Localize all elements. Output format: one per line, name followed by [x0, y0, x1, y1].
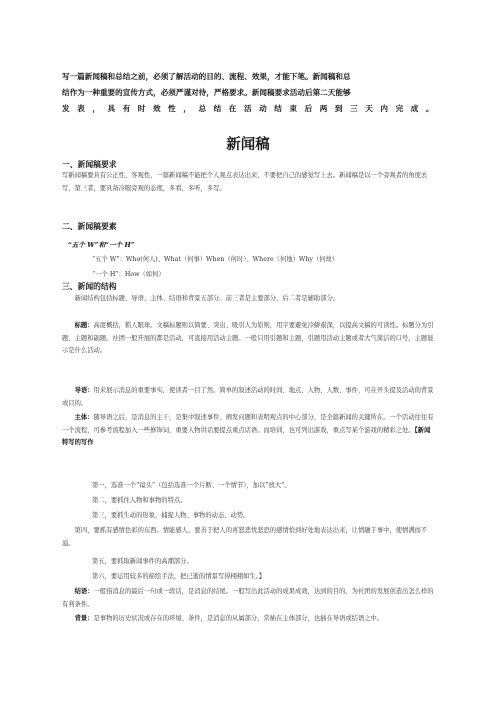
headline-label: 标题： — [74, 322, 94, 329]
lead-paragraph — [62, 385, 434, 410]
body-text: 随导语之后，是消息的主干，是集中叙述事件、阐发问题和表明观点的中心部分，是全篇新闻的关键所在。一个活动往往有一个流程，可参考流程加入一些修饰词，重要人物讲话要提点重点话语。而培训，也可列出游戏，重点写某个游戏的精彩之处。 — [62, 414, 434, 434]
ending-text: 一般指消息的最后一句或一段话，是消息的结尾。一般写出此活动的成果成效，达到的目的，为社团的发展创造出怎么样的有利条件。 — [62, 588, 434, 608]
five-w-one-h-subheading: “五个 W”和“一个 H” — [68, 241, 135, 249]
section-3-heading: 三、新闻的结构 — [62, 282, 117, 291]
feature-item-1: 第一，选准一个“镜头”（包括选准一个片断、一个情节），加以“放大”。 — [92, 482, 291, 489]
body-label: 主体： — [74, 414, 94, 421]
intro-line-2: 结作为一种重要的宣传方式，必须严谨对待，严格要求。新闻稿要求活动后第二天能够 — [62, 88, 351, 97]
five-w-line: “五个 W”：Who(何人)、What（何事）When（何时）、Where（何地）Why（何故） — [92, 256, 339, 263]
background-text: 是事物的历史状况或存在的环境、条件，是消息的从属部分，常插在主体部分，也插在导语或结语之中。 — [93, 615, 384, 622]
feature-item-4: 第四，要抓有感情色彩的东西。情能感人，要善于把人的喜怒悲忧悲恐的感情恰到好处地表达出来，让情融于事中，使情满而不溢。 — [62, 527, 428, 547]
intro-notice — [62, 69, 434, 117]
background-paragraph — [62, 613, 434, 626]
intro-line-3: 发 表 ， 具 有 时 效 性 ， 总 结 在 活 动 结 束 后 两 到 三 天 内 完 成 。 — [62, 104, 434, 113]
headline-paragraph — [62, 320, 434, 358]
feature-item-3: 第三，要抓生动的形象，捕捉人物、事物的动态、动势。 — [92, 512, 250, 519]
lead-text: 用来展示消息的重要事实，使读者一目了然。简单的叙述活动的时间、地点、人物、人数、事件，可在开头提及活动的背景或目的。 — [62, 387, 434, 407]
feature-writing-label: 【新闻特写的写作 — [62, 426, 431, 447]
body-paragraph — [62, 412, 434, 450]
feature-item-5: 第五，要抓取新闻事件的高潮部分。 — [92, 558, 193, 565]
feature-item-2: 第二，要抓住人物和事物的特点。 — [92, 497, 187, 504]
ending-label: 结语： — [74, 588, 94, 595]
section-2-heading: 二、新闻稿要素 — [62, 222, 117, 231]
section-1-heading: 一、新闻稿要求 — [62, 160, 117, 169]
structure-intro: 新闻结构包括标题、导语、主体、结语和背景五部分。前三者是主要部分，后二者是辅助部分。 — [74, 295, 340, 302]
lead-label: 导语： — [74, 387, 94, 394]
headline-text: 高度概括，抓人眼球。文稿标题则以简要、突出、吸引人为原则，用字要避免冷僻艰深，以提高文稿的可读性。标题分为引题、主题和副题。社团一般开展的都是活动，可直接用活动主题。一般只用引题和主题，引题用活动主题或者大气简洁的口号，主题显示是什么活动。 — [62, 322, 434, 355]
section-1-text: 写新闻稿要具有公正性、客观性，一篇新闻稿不能把个人观点表达出来，不要把自己的感觉写上去。新闻稿是以一个旁观者的角度去写，第三者，要具备冷眼旁观的态度，多看，多听，多写。 — [62, 172, 428, 192]
feature-item-6: 第六，要运用较多的描绘手法，把已逝的情景写得栩栩如生。】 — [92, 573, 266, 580]
one-h-line: “一个 H”：How（如何） — [92, 271, 165, 278]
intro-line-1: 写一篇新闻稿和总结之前，必须了解活动的目的、流程、效果，才能下笔。新闻稿和总 — [62, 72, 351, 81]
background-label: 背景： — [74, 615, 94, 622]
document-title: 新闻稿 — [226, 137, 270, 153]
ending-paragraph — [62, 586, 434, 611]
